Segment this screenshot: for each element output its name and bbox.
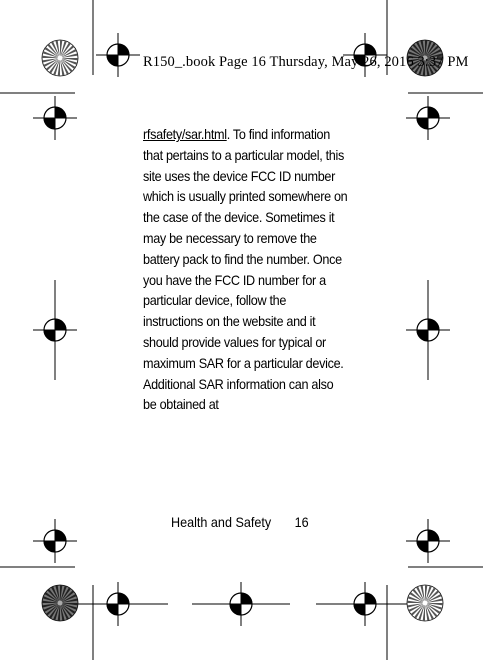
registration-mark — [406, 96, 450, 140]
registration-mark — [33, 519, 77, 563]
footer-section-title: Health and Safety — [171, 514, 272, 530]
page-footer — [171, 510, 309, 534]
registration-mark — [33, 96, 77, 140]
paragraph-text: . To find information that pertains to a particular model, this site uses the device FCC ID number which is usually printed somewhere on the case of the device. Sometimes it may be necessary to remove the battery pack to find the number. Once you have the FCC ID number for a particular device, follow the instructions on the website and it should provide values for typical or maximum SAR for a particular device. Additional SAR information can also be obtained at — [143, 127, 348, 413]
registration-mark — [406, 519, 450, 563]
body-paragraph — [143, 125, 348, 416]
registration-mark — [96, 33, 140, 77]
sar-link[interactable]: rfsafety/sar.html — [143, 127, 227, 142]
color-wheel-icon — [42, 585, 78, 621]
color-wheel-icon — [407, 585, 443, 621]
color-wheel-icon — [42, 40, 78, 76]
page-number: 16 — [294, 514, 309, 530]
print-slug: R150_.book Page 16 Thursday, May 26, 2016 3:37 PM — [143, 54, 469, 70]
